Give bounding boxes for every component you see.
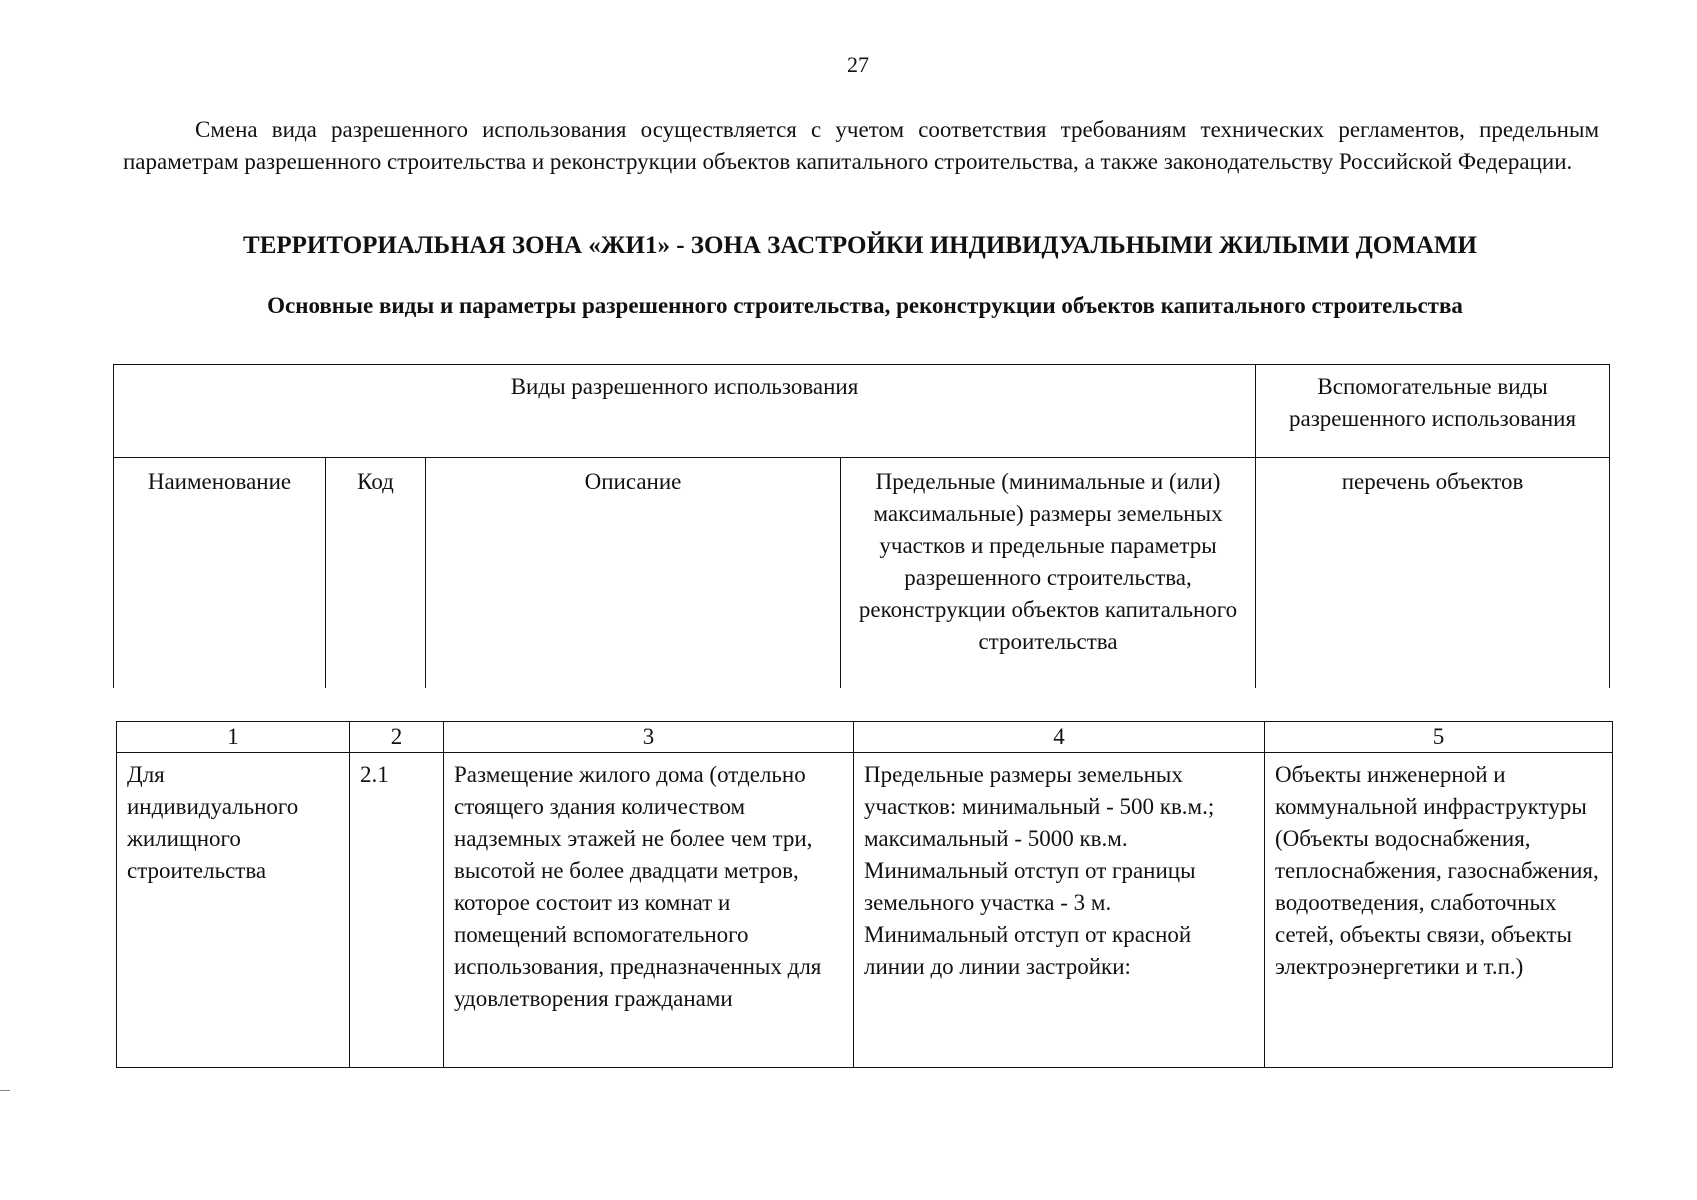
zone-title: ТЕРРИТОРИАЛЬНАЯ ЗОНА «ЖИ1» - ЗОНА ЗАСТРОЙКИ ИНДИВИДУАЛЬНЫМИ ЖИЛЫМИ ДОМАМИ [243,232,1477,259]
page-number: 27 [847,52,869,77]
col-name-header: Наименование [114,458,326,689]
scan-edge-mark [0,1090,10,1091]
col-limits-header: Предельные (минимальные и (или) максимальные) размеры земельных участков и предельные параметры разрешенного строительства, реконструкции объектов капитального строительства [841,458,1256,689]
table-subtitle: Основные виды и параметры разрешенного строительства, реконструкции объектов капитального строительства [267,293,1463,318]
table-row [117,753,1613,1068]
group-aux-header: Вспомогательные виды разрешенного использования [1256,365,1610,458]
data-table [116,721,1613,1068]
col-number-1: 1 [117,722,350,753]
intro-paragraph: Смена вида разрешенного использования осуществляется с учетом соответствия требованиям технических регламентов, предельным параметрам разрешенного строительства и реконструкции объектов капитального строительства, а также законодательству Российской Федерации. [123,117,1599,174]
header-table [113,364,1610,688]
row-description: Размещение жилого дома (отдельно стоящего здания количеством надземных этажей не более чем три, высотой не более двадцати метров, которое состоит из комнат и помещений вспомогательного использования, предназначенных для удовлетворения гражданами [444,753,854,1068]
col-objects-header: перечень объектов [1256,458,1610,689]
col-number-4: 4 [854,722,1265,753]
group-main-header: Виды разрешенного использования [114,365,1256,458]
col-number-5: 5 [1265,722,1613,753]
col-number-2: 2 [350,722,444,753]
col-number-3: 3 [444,722,854,753]
col-description-header: Описание [426,458,841,689]
col-code-header: Код [326,458,426,689]
row-name: Для индивидуального жилищного строительства [117,753,350,1068]
row-objects: Объекты инженерной и коммунальной инфраструктуры (Объекты водоснабжения, теплоснабжения, газоснабжения, водоотведения, слаботочных сетей, объекты связи, объекты электроэнергетики и т.п.) [1265,753,1613,1068]
row-code: 2.1 [350,753,444,1068]
row-limits: Предельные размеры земельных участков: минимальный - 500 кв.м.; максимальный - 5000 кв.м. Минимальный отступ от границы земельного участка - 3 м. Минимальный отступ от красной линии до линии застройки: [854,753,1265,1068]
